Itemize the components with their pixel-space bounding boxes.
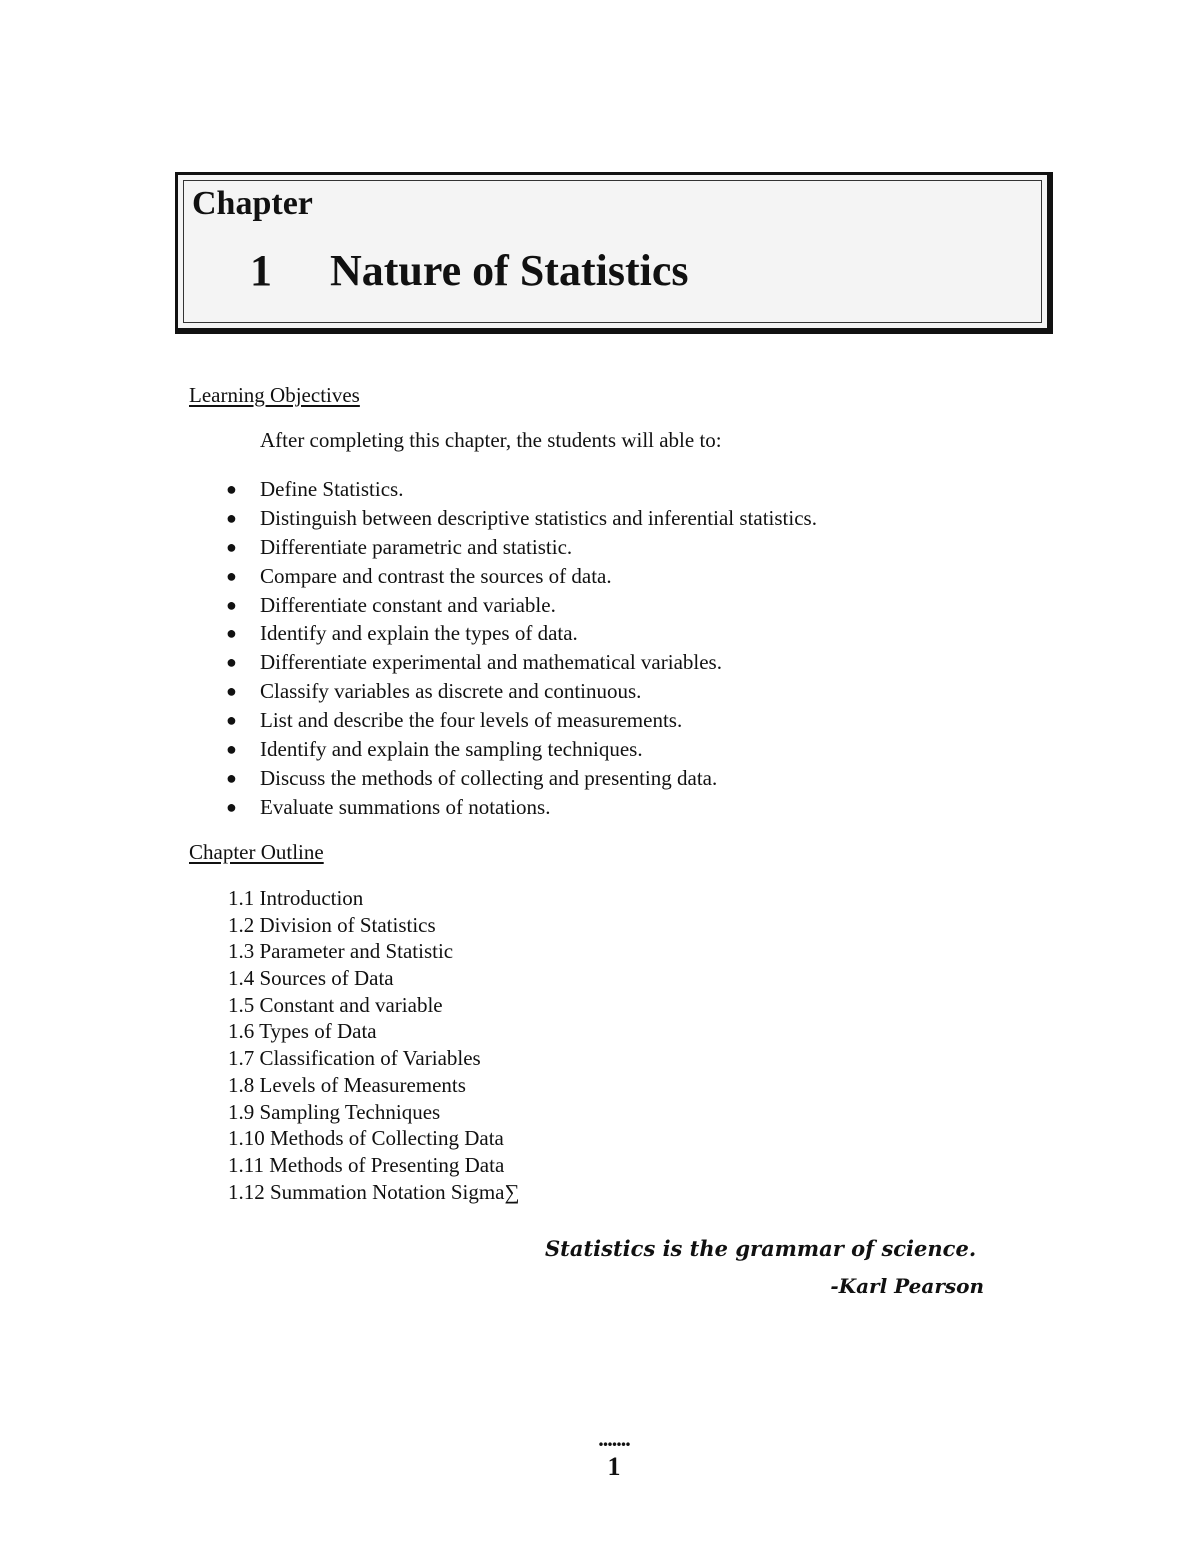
objective-item <box>222 504 817 533</box>
bullet-icon: ● <box>226 507 237 528</box>
outline-item: 1.4 Sources of Data <box>228 966 394 991</box>
outline-item: 1.7 Classification of Variables <box>228 1046 481 1071</box>
objective-item <box>222 591 817 620</box>
outline-item: 1.5 Constant and variable <box>228 992 443 1017</box>
bullet-icon: ● <box>226 565 237 586</box>
chapter-label: Chapter <box>192 185 313 222</box>
objective-text: List and describe the four levels of measurements. <box>260 708 683 733</box>
bullet-icon: ● <box>226 594 237 615</box>
objective-text: Classify variables as discrete and continuous. <box>260 679 642 704</box>
objective-item <box>222 793 817 822</box>
objective-item <box>222 706 817 735</box>
objective-text: Identify and explain the types of data. <box>260 621 578 646</box>
objective-text: Differentiate constant and variable. <box>260 592 556 617</box>
outline-item: 1.9 Sampling Techniques <box>228 1099 441 1124</box>
objective-text: Distinguish between descriptive statistics and inferential statistics. <box>260 505 817 530</box>
outline-item: 1.11 Methods of Presenting Data <box>228 1152 505 1177</box>
objective-item <box>222 735 817 764</box>
bullet-icon: ● <box>226 710 237 731</box>
footer-dots: ....... <box>598 1426 630 1451</box>
objective-text: Identify and explain the sampling techniques. <box>260 737 643 762</box>
outline-item: 1.2 Division of Statistics <box>228 912 436 937</box>
objectives-list <box>222 475 817 822</box>
objective-item <box>222 619 817 648</box>
outline-item: 1.1 Introduction <box>228 886 364 910</box>
objective-text: Differentiate parametric and statistic. <box>260 534 573 559</box>
objective-text: Evaluate summations of notations. <box>260 794 551 819</box>
bullet-icon: ● <box>226 536 237 557</box>
outline-item: 1.12 Summation Notation Sigma∑ <box>228 1179 520 1204</box>
outline-item: 1.3 Parameter and Statistic <box>228 939 454 964</box>
objective-text: Discuss the methods of collecting and presenting data. <box>260 765 718 790</box>
bullet-icon: ● <box>226 652 237 673</box>
bullet-icon: ● <box>226 681 237 702</box>
learning-objectives-heading: Learning Objectives <box>189 383 360 407</box>
bullet-icon: ● <box>226 623 237 644</box>
objective-item <box>222 533 817 562</box>
objective-item <box>222 677 817 706</box>
chapter-number: 1 <box>250 246 272 295</box>
chapter-outline-heading: Chapter Outline <box>189 840 324 864</box>
chapter-title: Nature of Statistics <box>330 246 689 295</box>
bullet-icon: ● <box>226 479 237 499</box>
outline-item: 1.6 Types of Data <box>228 1019 377 1044</box>
bullet-icon: ● <box>226 767 237 788</box>
bullet-icon: ● <box>226 739 237 760</box>
objective-item <box>222 648 817 677</box>
objective-text: Define Statistics. <box>260 477 404 501</box>
objective-item <box>222 475 817 504</box>
chapter-outline-list <box>228 885 519 1205</box>
outline-item: 1.8 Levels of Measurements <box>228 1072 466 1097</box>
bullet-icon: ● <box>226 796 237 817</box>
quote-text: Statistics is the grammar of science. <box>545 1236 977 1261</box>
objective-text: Differentiate experimental and mathematical variables. <box>260 650 722 675</box>
outline-item: 1.10 Methods of Collecting Data <box>228 1126 504 1151</box>
chapter-header-box <box>175 172 1053 334</box>
quote-author: -Karl Pearson <box>830 1274 984 1298</box>
objective-item <box>222 764 817 793</box>
page-number: 1 <box>607 1452 621 1481</box>
objective-text: Compare and contrast the sources of data. <box>260 563 612 588</box>
objectives-intro: After completing this chapter, the students will able to: <box>260 428 722 452</box>
objective-item <box>222 562 817 591</box>
